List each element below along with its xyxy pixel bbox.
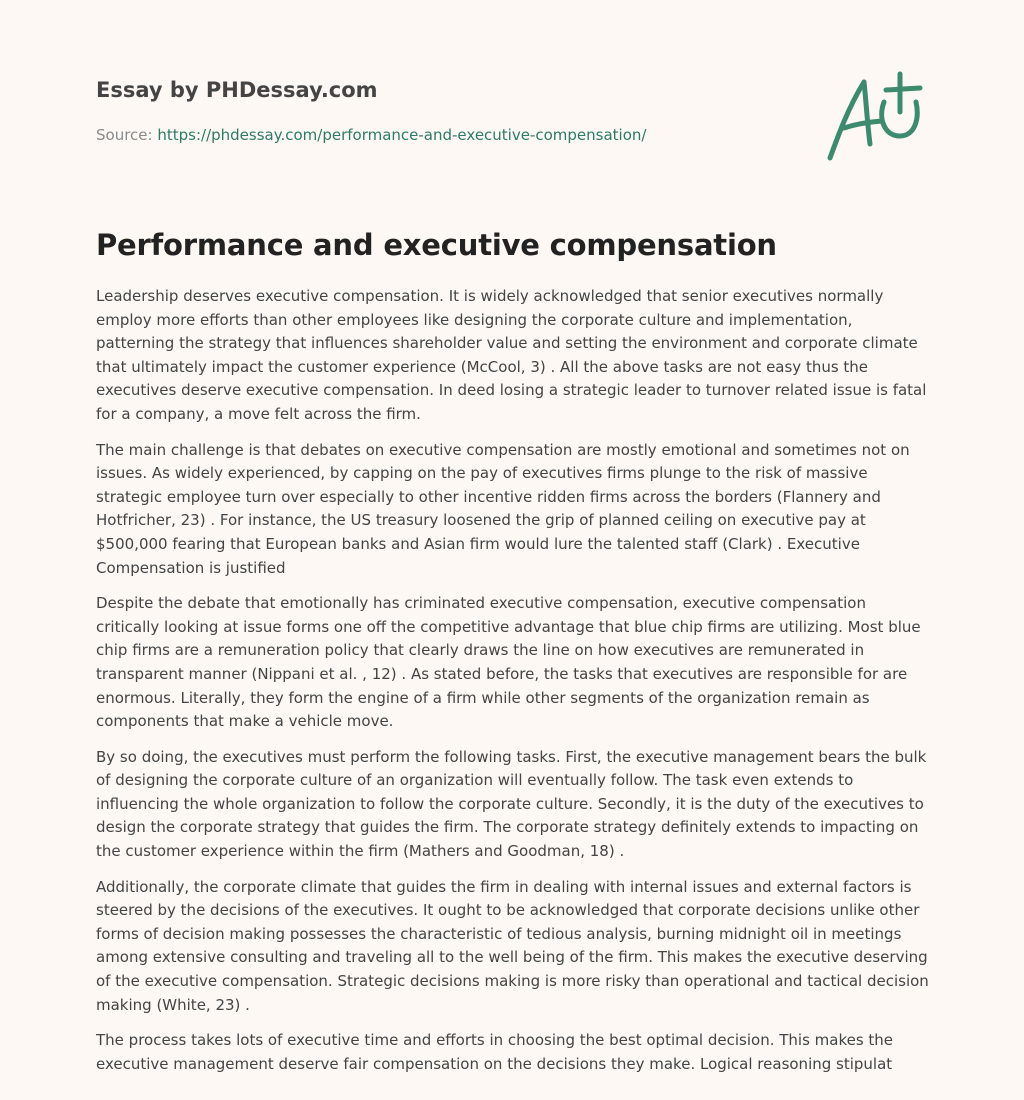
- essay-title: Performance and executive compensation: [96, 228, 777, 262]
- source-line: [96, 125, 796, 145]
- essay-paragraph: Additionally, the corporate climate that guides the firm in dealing with internal issues and external factors is steered by the decisions of the executives. It ought to be acknowledged that corporate decisions unlike other forms of decision making possesses the characteristic of tedious analysis, burning midnight oil in meetings among extensive consulting and traveling all to the well being of the firm. This makes the executive deserving of the executive compensation. Strategic decisions making is more risky than operational and tactical decision making (White, 23) .: [96, 877, 929, 1014]
- essay-paragraph: The main challenge is that debates on executive compensation are mostly emotional and sometimes not on issues. As widely experienced, by capping on the pay of executives firms plunge to the risk of massive strategic employee turn over especially to other incentive ridden firms across the borders (Flannery and Hotfricher, 23) . For instance, the US treasury loosened the grip of planned ceiling on executive pay at $500,000 fearing that European banks and Asian firm would lure the talented staff (Clark) . Executive Compensation is justified: [96, 440, 910, 577]
- essay-paragraph: Despite the debate that emotionally has criminated executive compensation, executive compensation critically looking at issue forms one off the competitive advantage that blue chip firms are utilizing. Most blue chip firms are a remuneration policy that clearly draws the line on how executives are remunerated in transparent manner (Nippani et al. , 12) . As stated before, the tasks that executives are responsible for are enormous. Literally, they form the engine of a firm while other segments of the organization remain as components that make a vehicle move.: [96, 594, 921, 731]
- source-label: Source:: [96, 126, 153, 144]
- a-plus-logo-icon: [820, 66, 930, 166]
- essay-paragraph: By so doing, the executives must perform the following tasks. First, the executive management bears the bulk of designing the corporate culture of an organization will eventually follow. The task even extends to influencing the whole organization to follow the corporate culture. Secondly, it is the duty of the executives to design the corporate strategy that guides the firm. The corporate strategy definitely extends to impacting on the customer experience within the firm (Mathers and Goodman, 18) .: [96, 747, 927, 861]
- site-title: Essay by PHDessay.com: [96, 78, 378, 102]
- essay-body: [96, 285, 932, 1088]
- essay-paragraph: Leadership deserves executive compensation. It is widely acknowledged that senior executives normally employ more efforts than other employees like designing the corporate culture and implementation, patterning the strategy that influences shareholder value and setting the environment and corporate climate that ultimately impact the customer experience (McCool, 3) . All the above tasks are not easy thus the executives deserve executive compensation. In deed losing a strategic leader to turnover related issue is fatal for a company, a move felt across the firm.: [96, 287, 927, 423]
- page-header: [96, 76, 796, 145]
- source-link[interactable]: https://phdessay.com/performance-and-executive-compensation/: [157, 126, 647, 144]
- essay-paragraph: The process takes lots of executive time and efforts in choosing the best optimal decision. This makes the executive management deserve fair compensation on the decisions they make. Logical reasoning stipulat: [96, 1031, 894, 1073]
